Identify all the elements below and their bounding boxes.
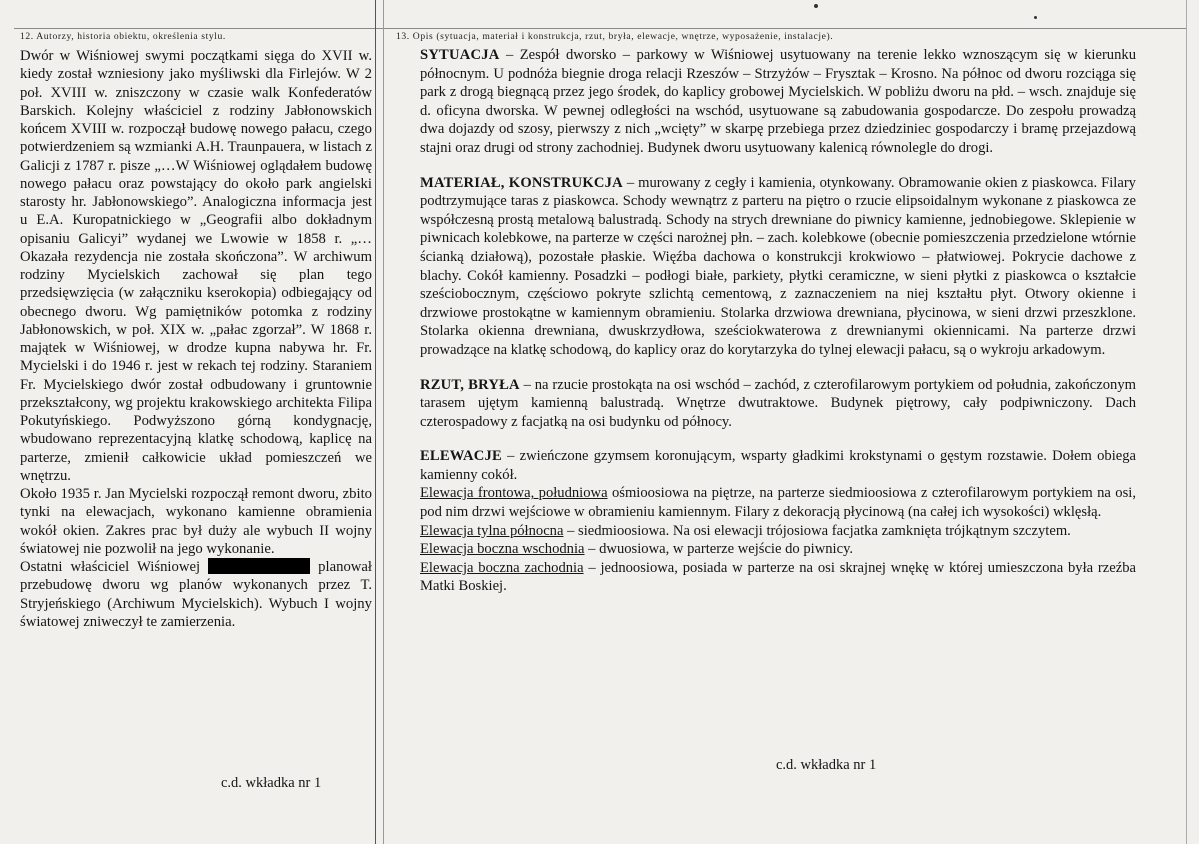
last-owner-continued: planował przebudowę dworu wg planów wykonanych przez T. Stryjeńskiego (Archiwum Mycielskich). Wybuch I wojny światowej zniweczył te zamierzenia. <box>20 559 373 630</box>
section-elewacje <box>420 447 1136 596</box>
sytuacja-label: SYTUACJA <box>420 47 500 63</box>
left-continuation-note: c.d. wkładka nr 1 <box>221 775 322 791</box>
front-label: Elewacja frontowa, południowa <box>420 485 608 502</box>
section-rzut <box>420 376 1136 432</box>
wschodnia-label: Elewacja boczna wschodnia <box>420 541 585 558</box>
wschodnia-text: – dwuosiowa, w parterze wejście do piwnicy. <box>584 541 854 558</box>
elewacja-wschodnia <box>420 540 1136 559</box>
section-sytuacja <box>420 46 1136 158</box>
history-paragraph-1: Dwór w Wiśniowej swymi początkami sięga do XVII w. kiedy został wzniesiony jako myśliwski dla Firlejów. W 2 poł. XVIII w. zniszczony w czasie walk Konfederatów Barskich. Kolejny właściciel z rodziny Jabłonowskich końcem XVIII w. rozpoczął budowę nowego pałacu, czego potwierdzeniem są wzmianki A.H. Traunpauera, w listach z Galicji z 1787 r. pisze „…W Wiśniowej oglądałem budowę nowego pałacu oraz powstający do około park angielski starosty hr. Jabłonowskiego”. Analogiczna informacja jest u E.A. Kuropatnickiego w „Geografii albo dokładnym opisaniu Galicyi” wydanej we Lwowie w 1858 r. „…Okazała rezydencja nie została skończona”. W archiwum rodziny Mycielskich zachował się plan tego przedsięwzięcia (w załączniku kserokopia) odbiegający od obecnego dworu. Wg pamiętników potomka z rodziny Jabłonowskich, w poł. XIX w. „pałac zgorzał”. W 1868 r. majątek w Wiśniowej, w drodze kupna nabywa hr. Fr. Mycielski i do 1946 r. jest w rekach tej rodziny. Staraniem Fr. Mycielskiego dwór został odbudowany i gruntownie przekształcony, wg projektu krakowskiego architekta Filipa Pokutyńskiego. Podwyższono górną kondygnację, wbudowano reprezentacyjną klatkę schodową, kaplicę na parterze, zmienił całkowicie układ pomieszczeń we wnętrzu. <box>20 48 372 484</box>
history-paragraph-2: Około 1935 r. Jan Mycielski rozpoczął remont dworu, zbito tynki na elewacjach, wykonano kamienne obramienia wokół okien. Zakres prac był duży ale wybuch II wojny światowej nie pozwolił na jego wykonanie. <box>20 486 372 557</box>
rzut-text: – na rzucie prostokąta na osi wschód – zachód, z czterofilarowym portykiem od południa, zakończonym tarasem ujętym kamienną balustradą. Wnętrze dwutraktowe. Budynek piętrowy, cały podpiwniczony. Dach czterospadowy z facjatką na osi budynku od północy. <box>420 376 1136 430</box>
material-text: – murowany z cegły i kamienia, otynkowany. Obramowanie okien z piaskowca. Filary podtrzymujące taras z piaskowca. Schody wewnątrz z parteru na piętro o rzucie elipsoidalnym wykonane z piaskowca ze współczesną prostą metalową balustradą. Schody na strych drewniane do piwnicy kamienne, jednobiegowe. Sklepienie w piwnicach kolebkowe, na parterze w części narożnej płn. – zach. kolebkowe (obecnie pomieszczenia przedzielone wtórnie ścianką działową), pozostałe płaskie. Więźba dachowa o konstrukcji krokwiowo – płatwiowej. Pokrycie dachowe z blachy. Cokół kamienny. Posadzki – podłogi białe, parkiety, płytki ceramiczne, w sieni płytki z piaskowca o kształcie sześciobocznym, częściowo pokryte szlichtą cementową, z zaznaczeniem na niej kształtu płyt. Otwory okienne i drzwiowe prostokątne w kamiennym obramieniu. Stolarka drzwiowa drewniana, płycinowa, w sieni drzwi przeszklone. Stolarka okienna drewniana, dwuskrzydłowa, sześciokwaterowa z drewnianymi okiennicami. Na parterze drzwi prowadzące na klatkę schodową, do kaplicy oraz do korytarzyka do tylnej elewacji pałacu, są o wykroju arkadowym. <box>420 174 1136 358</box>
front-text: ośmioosiowa na piętrze, na parterze siedmioosiowa z czterofilarowym portykiem na osi, pod nim drzwi wejściowe w obramieniu kamiennym. Filary z dekoracją płycinową (na całej ich wysokości) wklęsłą. <box>420 485 1136 521</box>
zachodnia-label: Elewacja boczna zachodnia <box>420 559 584 576</box>
left-column-text <box>20 47 372 631</box>
sytuacja-text: – Zespół dworsko – parkowy w Wiśniowej usytuowany na terenie lekko wznoszącym się w kierunku północnym. U podnóża biegnie droga relacji Rzeszów – Strzyżów – Frysztak – Krosno. Na północ od dworu rozciąga się park z drogą biegnącą przez jego środek, do kaplicy grobowej Mycielskich. W pobliżu dworu na płd. – wsch. znajduje się d. oficyna dworska. W pewnej odległości na wschód, usytuowane są zabudowania gospodarcze. Do zespołu prowadzą dwa dojazdy od szosy, pierwszy z nich „wcięty” w skarpę przebiega przez dziedziniec gospodarczy i bramę przejazdową stajni oraz drugi od strony zachodniej. Budynek dworu usytuowany kalenicą równolegle do drogi. <box>420 47 1136 156</box>
column-divider <box>375 0 376 844</box>
tylna-text: – siedmioosiowa. Na osi elewacji trójosiowa facjatka zamknięta trójkątnym szczytem. <box>563 522 1071 539</box>
zachodnia-text: – jednoosiowa, posiada w parterze na osi skrajnej wnękę w której umieszczona była rzeźba Matki Boskiej. <box>420 559 1136 595</box>
right-border <box>1186 0 1187 844</box>
rzut-label: RZUT, BRYŁA <box>420 376 520 393</box>
history-paragraph-3 <box>20 558 372 631</box>
section-material <box>420 174 1136 360</box>
elewacje-label: ELEWACJE <box>420 448 502 465</box>
redaction-block <box>208 558 310 574</box>
scan-speck <box>1034 16 1037 19</box>
left-column-heading: 12. Autorzy, historia obiektu, określenia stylu. <box>20 31 226 42</box>
right-column-text <box>420 46 1136 596</box>
right-column-heading: 13. Opis (sytuacja, materiał i konstrukcja, rzut, bryła, elewacje, wnętrze, wyposażenie, instalacje). <box>396 31 834 42</box>
elewacje-text: – zwieńczone gzymsem koronującym, wsparty gładkimi krokstynami o gęstym rozstawie. Dołem obiega kamienny cokół. <box>420 448 1136 483</box>
scan-speck <box>814 4 818 8</box>
material-label: MATERIAŁ, KONSTRUKCJA <box>420 174 623 191</box>
tylna-label: Elewacja tylna północna <box>420 522 564 539</box>
elewacje-intro <box>420 447 1136 484</box>
right-continuation-note: c.d. wkładka nr 1 <box>776 757 877 773</box>
elewacja-zachodnia <box>420 559 1136 596</box>
last-owner-text: Ostatni właściciel Wiśniowej <box>20 559 201 575</box>
column-divider-inner <box>383 0 384 844</box>
top-rule <box>14 28 1186 29</box>
elewacja-tylna <box>420 522 1136 541</box>
elewacja-frontowa <box>420 484 1136 521</box>
